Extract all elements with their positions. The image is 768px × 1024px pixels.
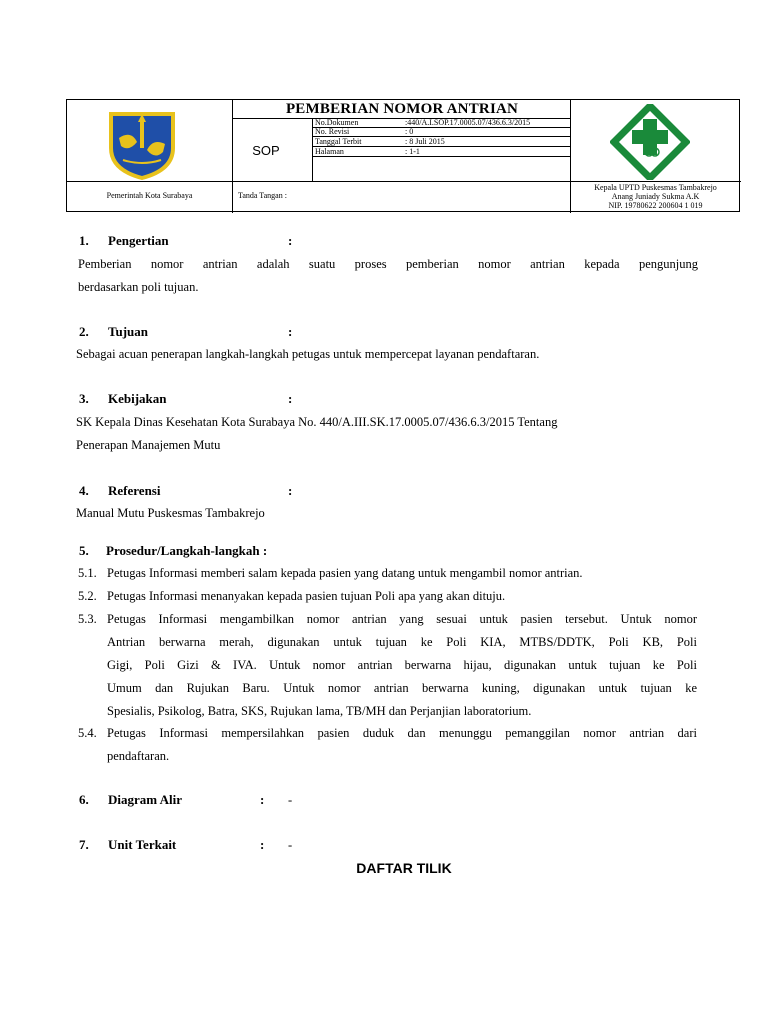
step-5-4-number: 5.4.	[78, 726, 97, 740]
doc-number-value: :440/A.I.SOP.17.0005.07/436.6.3/2015	[405, 118, 531, 127]
revision-value: : 0	[405, 127, 414, 136]
section-1-number: 1.	[79, 233, 89, 248]
section-1-text-line1: Pemberian nomor antrian adalah suatu proses pemberian nomor antrian kepada pengunjung	[78, 257, 698, 271]
section-6-number: 6.	[79, 792, 89, 807]
head-name: Anang Juniady Sukma A.K	[611, 192, 700, 201]
section-3-text-line2: Penerapan Manajemen Mutu	[76, 438, 221, 452]
step-5-3-line4: Umum dan Rujukan Baru. Untuk nomor antrian berwarna kuning, digunakan untuk tujuan ke	[107, 681, 697, 695]
step-5-1-text: Petugas Informasi memberi salam kepada pasien yang datang untuk mengambil nomor antrian.	[107, 566, 583, 580]
step-5-3-line5: Spesialis, Psikolog, Batra, SKS, Rujukan lama, TB/MH dan Perjanjian laboratorium.	[107, 704, 532, 718]
government-label: Pemerintah Kota Surabaya	[106, 191, 193, 200]
step-5-4-line1: Petugas Informasi mempersilahkan pasien duduk dan menunggu pemanggilan nomor antrian dari	[107, 726, 697, 740]
surabaya-crest-logo	[103, 108, 181, 185]
section-7-value: -	[288, 838, 293, 852]
section-4-text: Manual Mutu Puskesmas Tambakrejo	[76, 506, 265, 520]
puskesmas-logo	[610, 104, 690, 185]
document-title: PEMBERIAN NOMOR ANTRIAN	[285, 101, 519, 117]
page-value: : 1-1	[405, 147, 420, 156]
section-1-text-line2: berdasarkan poli tujuan.	[78, 280, 199, 294]
step-5-3-line1: Petugas Informasi mengambilkan nomor antrian yang sesuai untuk pasien tersebut. Untuk nomor	[107, 612, 697, 626]
section-3-text-line1: SK Kepala Dinas Kesehatan Kota Surabaya No. 440/A.III.SK.17.0005.07/436.6.3/2015 Tentang	[76, 415, 558, 429]
step-5-3-line2: Antrian berwarna merah, digunakan untuk tujuan ke Poli KIA, MTBS/DDTK, Poli KB, Poli	[107, 635, 697, 649]
section-7-title: Unit Terkait	[108, 837, 177, 852]
section-4-colon: :	[288, 483, 293, 498]
section-2-title: Tujuan	[108, 324, 148, 339]
section-6-colon: :	[260, 792, 265, 807]
section-2-number: 2.	[79, 324, 89, 339]
step-5-4-line2: pendaftaran.	[107, 749, 170, 763]
section-3-colon: :	[288, 391, 293, 406]
section-7-number: 7.	[79, 837, 89, 852]
section-2-colon: :	[288, 324, 293, 339]
section-6-title: Diagram Alir	[108, 792, 183, 807]
section-3-title: Kebijakan	[108, 391, 167, 406]
section-5-title: Prosedur/Langkah-langkah :	[106, 543, 268, 558]
section-1-title: Pengertian	[108, 233, 169, 248]
head-nip: NIP. 19780622 200604 1 019	[608, 201, 703, 210]
signature-label: Tanda Tangan :	[238, 191, 287, 200]
step-5-2-number: 5.2.	[78, 589, 97, 603]
sop-label: SOP	[252, 142, 280, 158]
step-5-3-line3: Gigi, Poli Gizi & IVA. Untuk nomor antrian berwarna hijau, digunakan untuk tujuan ke Poli	[107, 658, 697, 672]
issue-date-label: Tanggal Terbit	[315, 137, 362, 146]
section-2-text: Sebagai acuan penerapan langkah-langkah petugas untuk mempercepat layanan pendaftaran.	[76, 347, 540, 361]
section-4-number: 4.	[79, 483, 89, 498]
revision-label: No. Revisi	[315, 127, 350, 136]
section-5-number: 5.	[79, 543, 89, 558]
checklist-heading: DAFTAR TILIK	[356, 860, 452, 876]
page-label: Halaman	[315, 147, 344, 156]
head-title: Kepala UPTD Puskesmas Tambakrejo	[594, 183, 717, 192]
issue-date-value: : 8 Juli 2015	[405, 137, 445, 146]
step-5-3-number: 5.3.	[78, 612, 97, 626]
doc-number-label: No.Dokumen	[315, 118, 359, 127]
section-1-colon: :	[288, 233, 293, 248]
sop-header-table	[66, 99, 740, 212]
step-5-1-number: 5.1.	[78, 566, 97, 580]
section-7-colon: :	[260, 837, 265, 852]
section-6-value: -	[288, 793, 293, 807]
step-5-2-text: Petugas Informasi menanyakan kepada pasien tujuan Poli apa yang akan dituju.	[107, 589, 506, 603]
section-4-title: Referensi	[108, 483, 161, 498]
section-3-number: 3.	[79, 391, 89, 406]
